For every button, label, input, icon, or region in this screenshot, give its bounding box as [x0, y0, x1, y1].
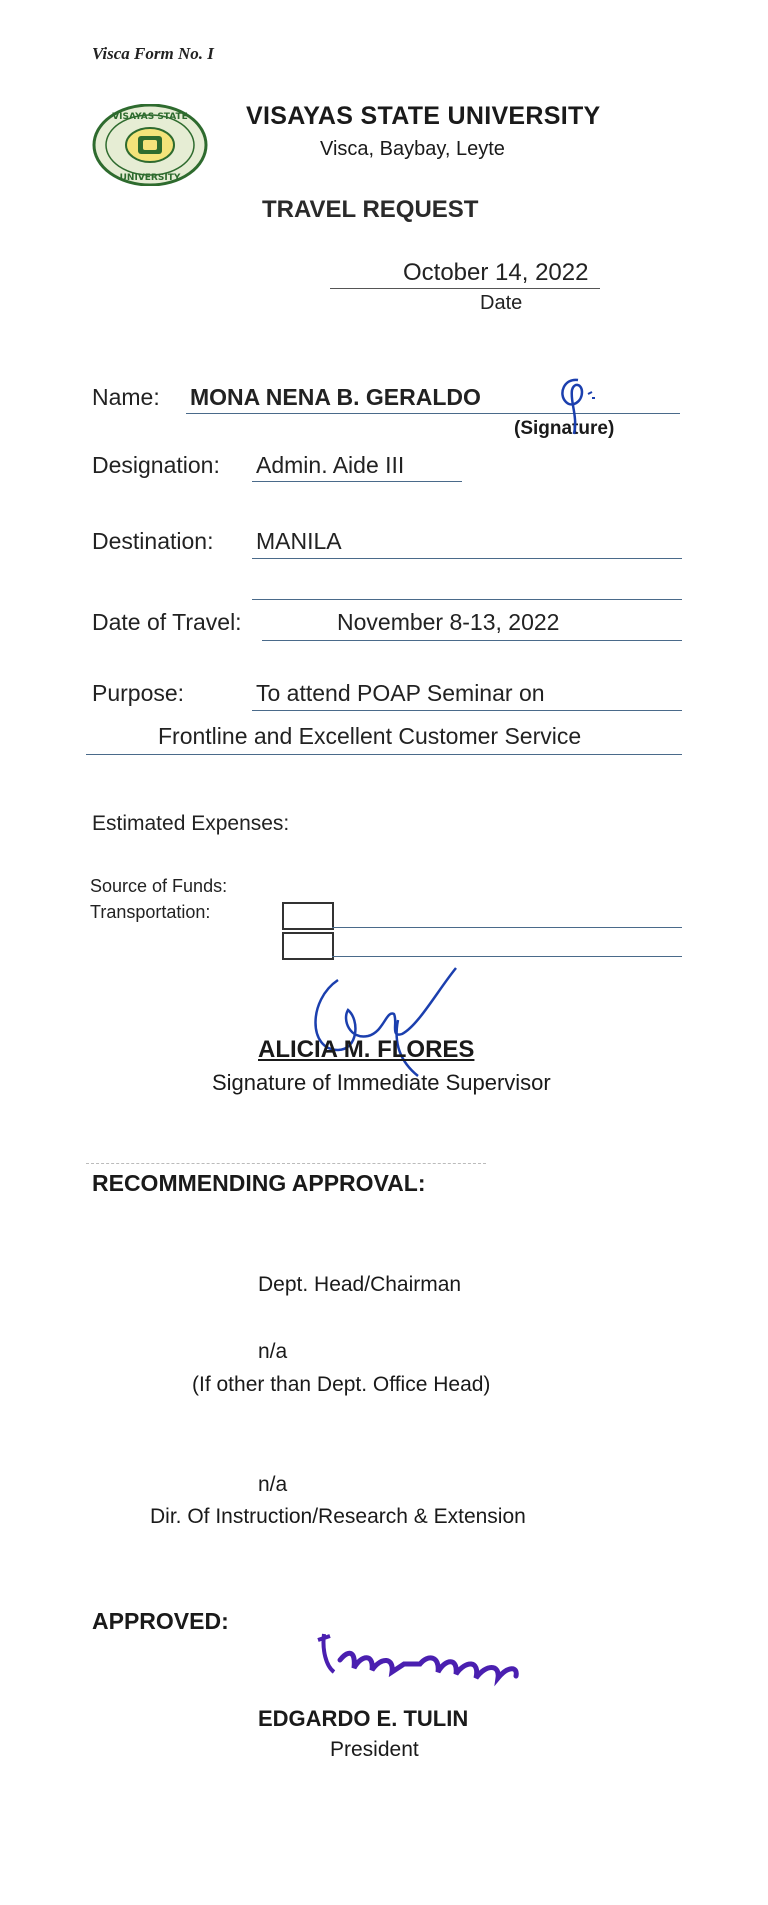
designation-label: Designation:: [92, 452, 220, 478]
purpose-underline-2: [86, 754, 682, 755]
university-name: VISAYAS STATE UNIVERSITY: [246, 102, 601, 130]
name-value: MONA NENA B. GERALDO: [190, 384, 481, 410]
svg-text:UNIVERSITY: UNIVERSITY: [119, 173, 181, 183]
section-divider: [86, 1163, 486, 1164]
other-head-label: (If other than Dept. Office Head): [192, 1373, 491, 1396]
president-signature-icon: [304, 1620, 534, 1700]
destination-value: MANILA: [256, 528, 342, 554]
director-label: Dir. Of Instruction/Research & Extension: [150, 1505, 526, 1528]
other-head-value: n/a: [258, 1340, 288, 1363]
request-date-value: October 14, 2022: [403, 259, 589, 286]
recommending-approval-label: RECOMMENDING APPROVAL:: [92, 1170, 426, 1196]
form-number: Visca Form No. I: [92, 44, 214, 63]
date-of-travel-label: Date of Travel:: [92, 609, 242, 635]
estimated-expenses-label: Estimated Expenses:: [92, 812, 290, 835]
date-of-travel-value: November 8-13, 2022: [337, 609, 560, 635]
date-underline: [330, 288, 600, 289]
fund-line-2: [332, 956, 682, 957]
fund-checkbox-2[interactable]: [282, 932, 334, 960]
approved-label: APPROVED:: [92, 1608, 229, 1634]
purpose-label: Purpose:: [92, 680, 185, 706]
supervisor-role: Signature of Immediate Supervisor: [212, 1070, 551, 1095]
applicant-signature-icon: [548, 372, 608, 442]
president-name: EDGARDO E. TULIN: [258, 1706, 469, 1731]
university-seal-icon: [92, 104, 208, 186]
fund-checkbox-1[interactable]: [282, 902, 334, 930]
supervisor-name: ALICIA M. FLORES: [258, 1036, 475, 1063]
destination-underline-2: [252, 599, 682, 600]
dept-head-label: Dept. Head/Chairman: [258, 1273, 462, 1296]
designation-value: Admin. Aide III: [256, 452, 405, 478]
purpose-value-line1: To attend POAP Seminar on: [256, 680, 545, 706]
fund-line-1: [332, 927, 682, 928]
form-title: TRAVEL REQUEST: [262, 196, 479, 223]
purpose-value-line2: Frontline and Excellent Customer Service: [158, 723, 582, 749]
designation-underline: [252, 481, 462, 482]
signature-label: (Signature): [514, 418, 615, 439]
name-label: Name:: [92, 384, 160, 410]
destination-label: Destination:: [92, 528, 214, 554]
date-label: Date: [480, 292, 523, 314]
director-value: n/a: [258, 1473, 288, 1496]
source-of-funds-label: Source of Funds:: [90, 876, 228, 896]
president-role: President: [330, 1738, 419, 1761]
svg-text:VISAYAS STATE: VISAYAS STATE: [112, 112, 188, 122]
university-address: Visca, Baybay, Leyte: [320, 138, 505, 160]
destination-underline: [252, 558, 682, 559]
purpose-underline-1: [252, 710, 682, 711]
date-of-travel-underline: [262, 640, 682, 641]
transportation-label: Transportation:: [90, 902, 211, 922]
